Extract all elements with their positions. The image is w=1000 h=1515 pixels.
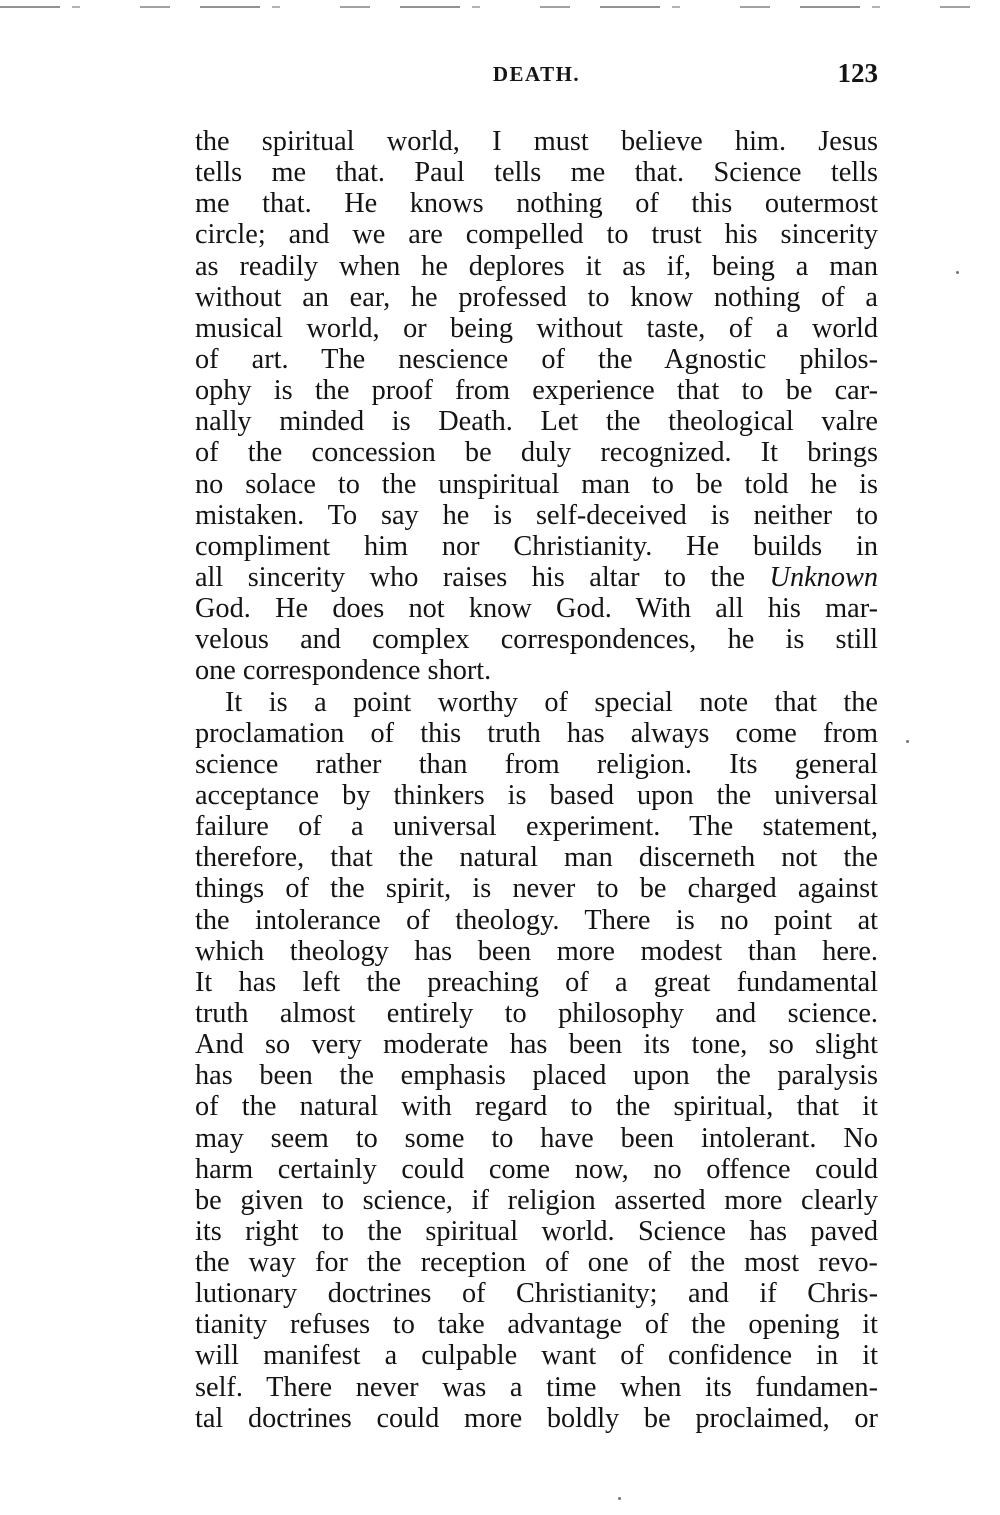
text-line: musical world, or being without taste, of a world xyxy=(195,312,878,344)
page-number: 123 xyxy=(837,58,878,88)
text-line: God. He does not know God. With all his mar- xyxy=(195,593,878,625)
text-line: things of the spirit, is never to be charged against xyxy=(195,873,878,905)
text-line: compliment him nor Christianity. He builds in xyxy=(195,530,878,562)
text-line: of art. The nescience of the Agnostic philos- xyxy=(195,343,878,375)
text-line: tianity refuses to take advantage of the opening it xyxy=(195,1309,878,1341)
text-line: lutionary doctrines of Christianity; and if Chris- xyxy=(195,1278,878,1310)
text-line xyxy=(195,562,878,593)
text-line: me that. He knows nothing of this outermost xyxy=(195,188,878,220)
text-line: the way for the reception of one of the most revo- xyxy=(195,1247,878,1279)
text-line: proclamation of this truth has always come from xyxy=(195,717,878,749)
running-title: DEATH. xyxy=(492,62,581,86)
text-line: as readily when he deplores it as if, being a man xyxy=(195,250,878,282)
text-line: therefore, that the natural man discerneth not the xyxy=(195,842,878,874)
text-line: without an ear, he professed to know nothing of a xyxy=(195,281,878,313)
text-line: And so very moderate has been its tone, so slight xyxy=(195,1029,878,1061)
text-line: the intolerance of theology. There is no point at xyxy=(195,904,878,936)
scan-speck xyxy=(906,740,909,743)
text-line: acceptance by thinkers is based upon the universal xyxy=(195,779,878,811)
running-head xyxy=(195,58,878,96)
text-line: harm certainly could come now, no offence could xyxy=(195,1153,878,1185)
text-line: It is a point worthy of special note that the xyxy=(225,686,878,718)
text-line: be given to science, if religion asserted more clearly xyxy=(195,1184,878,1216)
text-line: the spiritual world, I must believe him. Jesus xyxy=(195,126,878,157)
text-line: no solace to the unspiritual man to be told he is xyxy=(195,468,878,500)
text-line: will manifest a culpable want of confidence in it xyxy=(195,1340,878,1372)
text-line: has been the emphasis placed upon the paralysis xyxy=(195,1060,878,1092)
text-line: tells me that. Paul tells me that. Science tells xyxy=(195,157,878,189)
text-line: may seem to some to have been intolerant. No xyxy=(195,1122,878,1154)
text-line: nally minded is Death. Let the theological valre xyxy=(195,406,878,438)
text-line: its right to the spiritual world. Science has paved xyxy=(195,1215,878,1247)
text-line: ophy is the proof from experience that to be car- xyxy=(195,375,878,407)
text-line: truth almost entirely to philosophy and science. xyxy=(195,997,878,1029)
text-line: tal doctrines could more boldly be proclaimed, or xyxy=(195,1402,878,1434)
scan-speck xyxy=(618,1497,621,1500)
top-edge-rule xyxy=(0,6,1000,8)
body-text xyxy=(195,126,878,1434)
text-line: failure of a universal experiment. The statement, xyxy=(195,811,878,843)
text-line: science rather than from religion. Its general xyxy=(195,748,878,780)
text-line: of the concession be duly recognized. It brings xyxy=(195,437,878,469)
text-line: velous and complex correspondences, he is still xyxy=(195,624,878,656)
text-line: It has left the preaching of a great fundamental xyxy=(195,966,878,998)
text-line: which theology has been more modest than here. xyxy=(195,935,878,967)
text-line: mistaken. To say he is self-deceived is neither to xyxy=(195,499,878,531)
scan-speck xyxy=(956,271,959,274)
paragraph xyxy=(195,687,878,1434)
text-line: one correspondence short. xyxy=(195,655,492,687)
text-line: of the natural with regard to the spiritual, that it xyxy=(195,1091,878,1123)
text-run: all sincerity who raises his altar to the xyxy=(195,561,770,593)
text-line: self. There never was a time when its fundamen- xyxy=(195,1371,878,1403)
paragraph xyxy=(195,126,878,687)
italic-word: Unknown xyxy=(769,561,878,593)
text-line: circle; and we are compelled to trust his sincerity xyxy=(195,219,878,251)
